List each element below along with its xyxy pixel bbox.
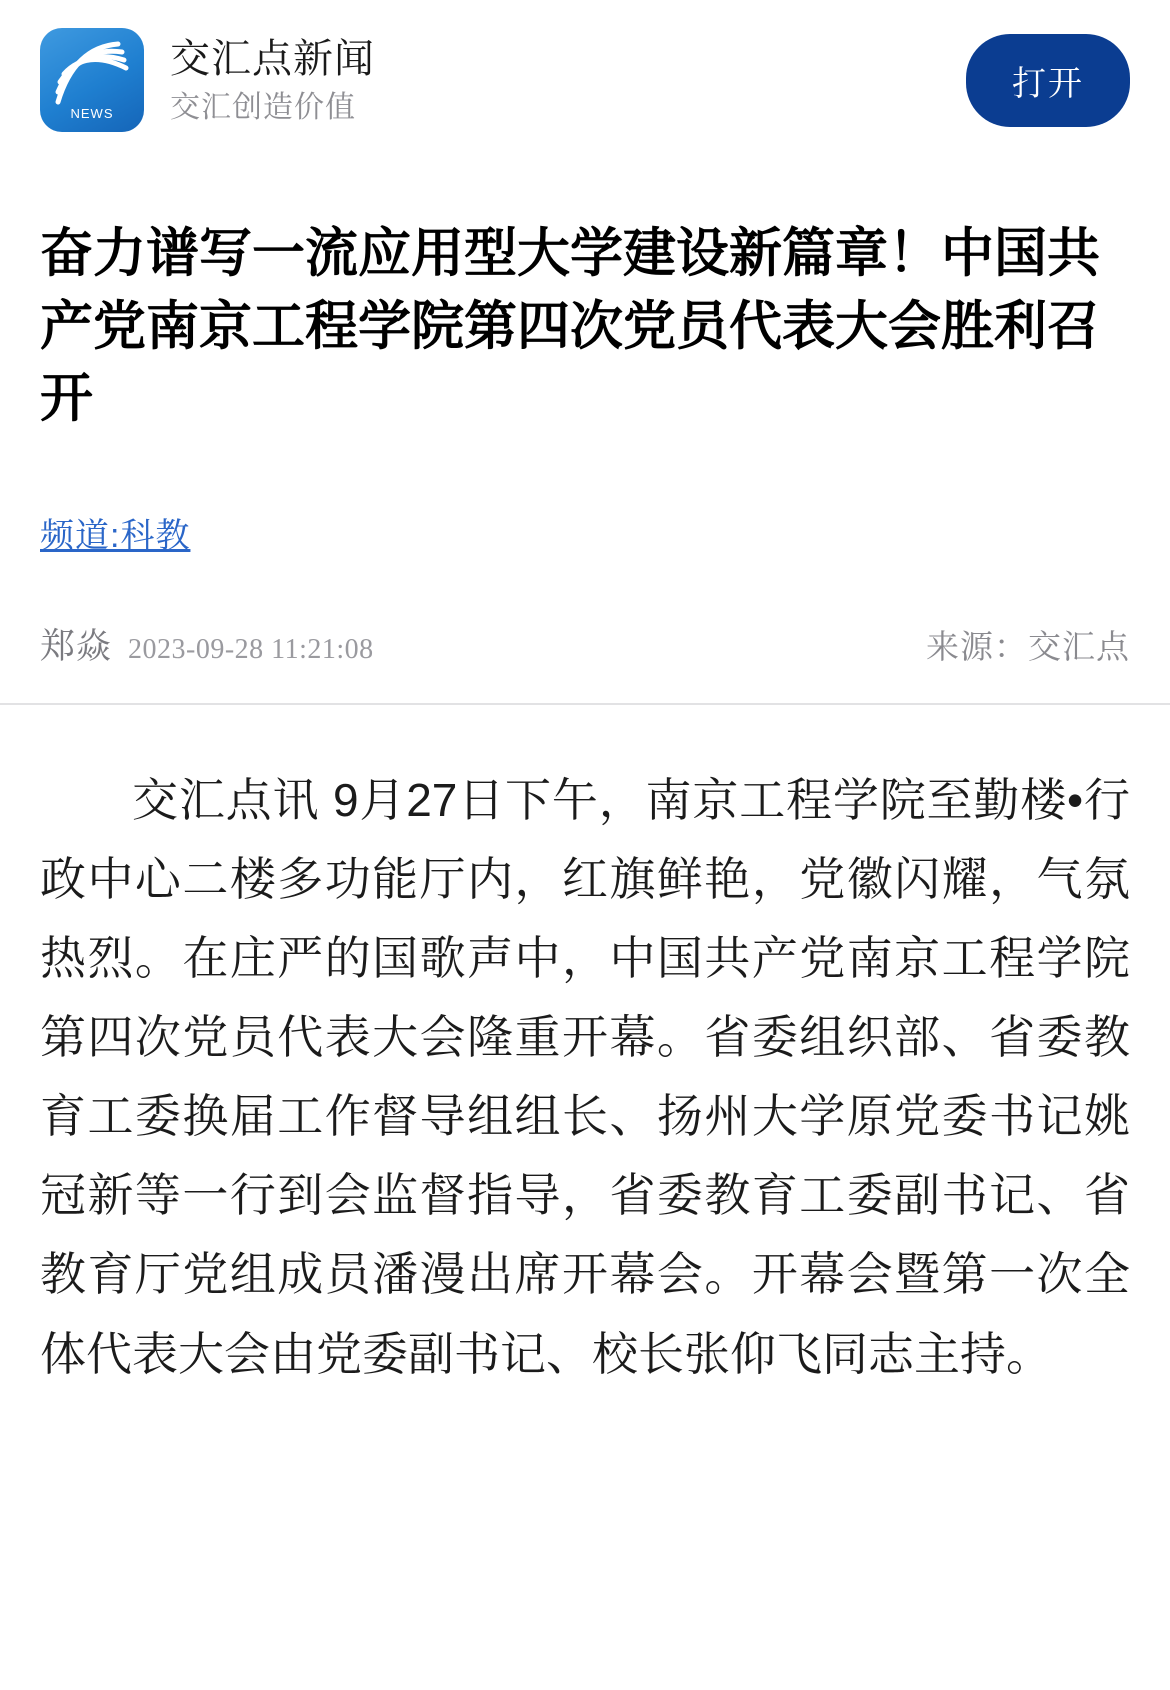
news-logo-icon <box>40 28 144 132</box>
article-body-paragraph: 交汇点讯 9月27日下午，南京工程学院至勤楼•行政中心二楼多功能厅内，红旗鲜艳，党徽闪耀，气氛热烈。在庄严的国歌声中，中国共产党南京工程学院第四次党员代表大会隆重开幕。省委组织部、省委教育工委换届工作督导组组长、扬州大学原党委书记姚冠新等一行到会监督指导，省委教育工委副书记、省教育厅党组成员潘漫出席开幕会。开幕会暨第一次全体代表大会由党委副书记、校长张仰飞同志主持。 <box>40 773 1130 1380</box>
channel-link[interactable]: 频道:科教 <box>40 516 191 555</box>
app-banner <box>0 0 1170 158</box>
article-container <box>0 158 1170 1434</box>
article-meta <box>40 557 1130 703</box>
svg-text:NEWS: NEWS <box>70 106 114 121</box>
app-title-group <box>170 37 940 124</box>
article-timestamp: 2023-09-28 11:21:08 <box>128 633 374 665</box>
article-author: 郑焱 <box>40 626 113 666</box>
open-app-button[interactable]: 打开 <box>966 34 1130 127</box>
meta-left-group <box>40 619 374 669</box>
app-name: 交汇点新闻 <box>170 36 375 81</box>
page-title: 奋力谱写一流应用型大学建设新篇章！中国共产党南京工程学院第四次党员代表大会胜利召开 <box>40 224 1100 429</box>
article-source: 来源：交汇点 <box>926 627 1130 665</box>
app-slogan: 交汇创造价值 <box>170 90 356 124</box>
channel-link-wrap <box>40 436 1130 557</box>
